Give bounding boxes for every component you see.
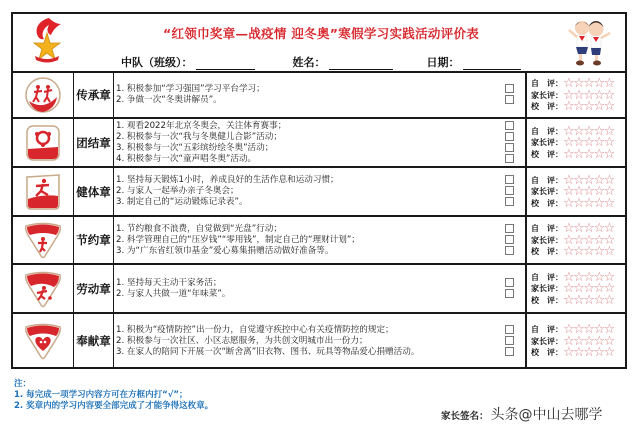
parent-rating: 家长评： ☆☆☆☆☆ [531, 87, 614, 103]
star-rating[interactable]: ☆☆☆☆☆ [563, 76, 614, 91]
rating-cell [527, 168, 625, 215]
class-input[interactable] [196, 58, 255, 70]
star-rating[interactable]: ☆☆☆☆☆ [563, 333, 614, 349]
badge-name: 劳动章 [74, 265, 114, 312]
badge-name: 节约章 [74, 217, 114, 263]
badge-row-thrift [13, 217, 625, 265]
badge-row-unity [13, 119, 625, 168]
badge-name: 奉献章 [74, 314, 114, 368]
star-rating[interactable]: ☆☆☆☆☆ [563, 184, 614, 199]
labor-badge-icon [21, 269, 65, 309]
task-item: 2. 积极参与一次社区、小区志愿服务，为共创文明城市出一份力； [116, 336, 525, 347]
star-rating[interactable]: ☆☆☆☆☆ [563, 292, 614, 308]
task-item: 3. 为“广东省红领巾基金”爱心募集捐赠活动做好准备等。 [116, 246, 525, 257]
date-label: 日期： [426, 56, 460, 69]
self-rating: 自 评： ☆☆☆☆☆ [531, 221, 614, 236]
star-rating[interactable]: ☆☆☆☆☆ [563, 221, 614, 236]
class-field [121, 54, 255, 70]
task-list [114, 265, 527, 312]
parent-rating: 家长评： ☆☆☆☆☆ [531, 184, 614, 199]
task-checkbox[interactable] [505, 143, 514, 152]
star-rating[interactable]: ☆☆☆☆☆ [563, 269, 614, 285]
task-checkbox[interactable] [505, 347, 514, 356]
school-rating: 校 评： ☆☆☆☆☆ [531, 146, 614, 162]
badge-image-cell [13, 265, 74, 312]
unity-badge-icon [21, 123, 65, 163]
dedication-badge-icon [21, 321, 65, 361]
school-rating: 校 评： ☆☆☆☆☆ [531, 345, 614, 360]
task-list [114, 314, 527, 368]
badge-row-dedication [13, 314, 625, 368]
task-checkbox[interactable] [505, 235, 514, 244]
task-item: 2. 与家人一起举办亲子冬奥会； [116, 186, 525, 197]
star-rating[interactable]: ☆☆☆☆☆ [563, 345, 614, 360]
form-fields [121, 54, 521, 70]
task-item: 1. 节约粮食不浪费，自觉做到“光盘”行动； [116, 224, 525, 235]
task-checkbox[interactable] [505, 197, 514, 206]
rating-cell [527, 217, 625, 263]
self-rating: 自 评： ☆☆☆☆☆ [531, 172, 614, 188]
star-rating[interactable]: ☆☆☆☆☆ [563, 322, 614, 337]
notes-title: 注： [14, 379, 32, 389]
task-checkbox[interactable] [505, 84, 514, 93]
rating-cell [527, 73, 625, 117]
task-item: 2. 争做一次“冬奥讲解员”。 [116, 95, 525, 106]
parent-rating: 家长评： ☆☆☆☆☆ [531, 135, 614, 150]
task-checkbox[interactable] [505, 132, 514, 141]
task-checkbox[interactable] [505, 289, 514, 298]
badge-row-fitness [13, 168, 625, 217]
task-checkbox[interactable] [505, 95, 514, 104]
date-field [427, 54, 521, 70]
self-rating: 自 评： ☆☆☆☆☆ [531, 123, 614, 139]
rating-cell [527, 119, 625, 166]
badge-name: 传承章 [74, 73, 114, 117]
star-rating[interactable]: ☆☆☆☆☆ [563, 123, 614, 139]
badge-image-cell [13, 73, 74, 117]
star-rating[interactable]: ☆☆☆☆☆ [563, 87, 614, 103]
task-item: 1. 观看2022年北京冬奥会，关注体育赛事； [116, 121, 525, 132]
task-item: 3. 在家人的陪同下开展一次“断舍离”旧衣物、图书、玩具等物品爱心捐赠活动。 [116, 347, 525, 358]
class-label: 中队（班级）： [121, 56, 193, 69]
star-rating[interactable]: ☆☆☆☆☆ [563, 146, 614, 162]
fitness-badge-icon [21, 172, 65, 212]
task-item: 2. 与家人共做一道“年味菜”。 [116, 289, 525, 300]
star-rating[interactable]: ☆☆☆☆☆ [563, 232, 614, 248]
name-label: 姓名： [292, 56, 326, 69]
badge-name: 团结章 [74, 119, 114, 166]
badge-row-labor [13, 265, 625, 314]
star-rating[interactable]: ☆☆☆☆☆ [563, 281, 614, 296]
signature-label: 家长签名： [441, 411, 489, 422]
badge-row-inheritance [13, 73, 625, 119]
task-checkbox[interactable] [505, 278, 514, 287]
parent-rating: 家长评： ☆☆☆☆☆ [531, 232, 614, 248]
star-rating[interactable]: ☆☆☆☆☆ [563, 135, 614, 150]
task-checkbox[interactable] [505, 224, 514, 233]
rating-cell [527, 265, 625, 312]
task-item: 3. 制定自己的“运动锻炼记录表”。 [116, 197, 525, 208]
note-line: 1. 每完成一项学习内容方可在方框内打“√”； [14, 390, 188, 400]
name-input[interactable] [329, 58, 393, 70]
children-illustration-icon [565, 16, 615, 68]
note-line: 2. 奖章内的学习内容要全部完成了才能争得这枚章。 [14, 401, 214, 411]
task-checkbox[interactable] [505, 325, 514, 334]
evaluation-form [11, 12, 627, 369]
badge-table [13, 71, 625, 368]
young-pioneers-logo-icon [27, 16, 67, 64]
school-rating: 校 评： ☆☆☆☆☆ [531, 99, 614, 114]
task-checkbox[interactable] [505, 175, 514, 184]
badge-image-cell [13, 168, 74, 215]
star-rating[interactable]: ☆☆☆☆☆ [563, 195, 614, 211]
parent-rating: 家长评： ☆☆☆☆☆ [531, 281, 614, 296]
star-rating[interactable]: ☆☆☆☆☆ [563, 99, 614, 114]
task-checkbox[interactable] [505, 154, 514, 163]
school-rating: 校 评： ☆☆☆☆☆ [531, 244, 614, 259]
task-checkbox[interactable] [505, 121, 514, 130]
task-checkbox[interactable] [505, 186, 514, 195]
task-item: 1. 坚持每天锻炼1小时，养成良好的生活作息和运动习惯； [116, 175, 525, 186]
task-list [114, 73, 527, 117]
notes-section [14, 379, 213, 412]
task-item: 2. 科学管理自己的“压岁钱”“零用钱”，制定自己的“理财计划”； [116, 235, 525, 246]
task-item: 1. 积极参加“学习强国”学习平台学习； [116, 84, 525, 95]
parent-signature [441, 404, 603, 424]
badge-image-cell [13, 217, 74, 263]
star-rating[interactable]: ☆☆☆☆☆ [563, 244, 614, 259]
badge-name: 健体章 [74, 168, 114, 215]
parent-rating: 家长评： ☆☆☆☆☆ [531, 333, 614, 349]
task-item: 1. 坚持每天主动干家务活； [116, 278, 525, 289]
task-checkbox[interactable] [505, 246, 514, 255]
self-rating: 自 评： ☆☆☆☆☆ [531, 76, 614, 91]
self-rating: 自 评： ☆☆☆☆☆ [531, 322, 614, 337]
badge-image-cell [13, 119, 74, 166]
task-item: 2. 积极参与一次“我与冬奥健儿合影”活动； [116, 132, 525, 143]
star-rating[interactable]: ☆☆☆☆☆ [563, 172, 614, 188]
self-rating: 自 评： ☆☆☆☆☆ [531, 269, 614, 285]
school-rating: 校 评： ☆☆☆☆☆ [531, 195, 614, 211]
date-input[interactable] [463, 58, 521, 70]
school-rating: 校 评： ☆☆☆☆☆ [531, 292, 614, 308]
watermark-text: 头条@中山去哪学 [490, 407, 603, 423]
name-field [293, 54, 393, 70]
form-header [13, 14, 625, 71]
task-list [114, 168, 527, 215]
rating-cell [527, 314, 625, 368]
task-item: 4. 积极参与一次“童声唱冬奥”活动。 [116, 154, 525, 165]
form-title: “红领巾奖章—战疫情 迎冬奥”寒假学习实践活动评价表 [163, 26, 480, 41]
badge-image-cell [13, 314, 74, 368]
task-checkbox[interactable] [505, 336, 514, 345]
inheritance-badge-icon [21, 75, 65, 115]
task-list [114, 119, 527, 166]
thrift-badge-icon [21, 220, 65, 260]
task-item: 1. 积极为“疫情防控”出一份力，自觉遵守疾控中心有关疫情防控的规定； [116, 325, 525, 336]
task-list [114, 217, 527, 263]
task-item: 3. 积极参与一次“五彩缤纷绘冬奥”活动； [116, 143, 525, 154]
